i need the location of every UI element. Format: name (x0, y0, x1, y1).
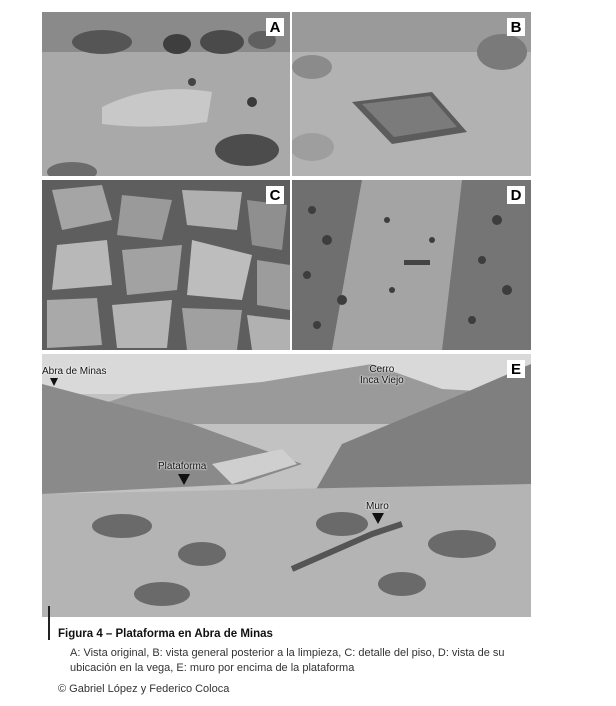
annotation-muro: Muro (366, 501, 389, 512)
photo-c-image (42, 180, 290, 350)
photo-credit: © Gabriel López y Federico Coloca (58, 683, 230, 695)
annotation-cerro-line1: Cerro (369, 364, 395, 375)
photo-b-image (292, 12, 531, 176)
photo-panel-d (292, 180, 531, 350)
panel-label-e: E (507, 360, 525, 378)
photo-panel-b (292, 12, 531, 176)
panel-label-c: C (266, 186, 284, 204)
panel-label-a: A (266, 18, 284, 36)
annotation-cerro-line2: Inca Viejo (360, 375, 404, 386)
annotation-cerro-inca-viejo (360, 364, 404, 386)
photo-e-image (42, 354, 531, 617)
photo-panel-a (42, 12, 290, 176)
figure-caption-title: Figura 4 – Plataforma en Abra de Minas (58, 628, 273, 640)
photo-a-image (42, 12, 290, 176)
muro-arrow (372, 513, 384, 524)
abra-de-minas-arrow (50, 378, 58, 386)
photo-d-image (292, 180, 531, 350)
photo-panel-c (42, 180, 290, 350)
panel-label-b: B (507, 18, 525, 36)
plataforma-arrow (178, 474, 190, 485)
caption-bar (48, 606, 50, 640)
panel-label-d: D (507, 186, 525, 204)
annotation-abra-de-minas: Abra de Minas (42, 366, 107, 377)
annotation-plataforma: Plataforma (158, 461, 207, 472)
figure-caption-text: A: Vista original, B: vista general posterior a la limpieza, C: detalle del piso, D: vista de su ubicación en la vega, E: muro por encima de la plataforma (70, 647, 505, 674)
photo-panel-e (42, 354, 531, 617)
